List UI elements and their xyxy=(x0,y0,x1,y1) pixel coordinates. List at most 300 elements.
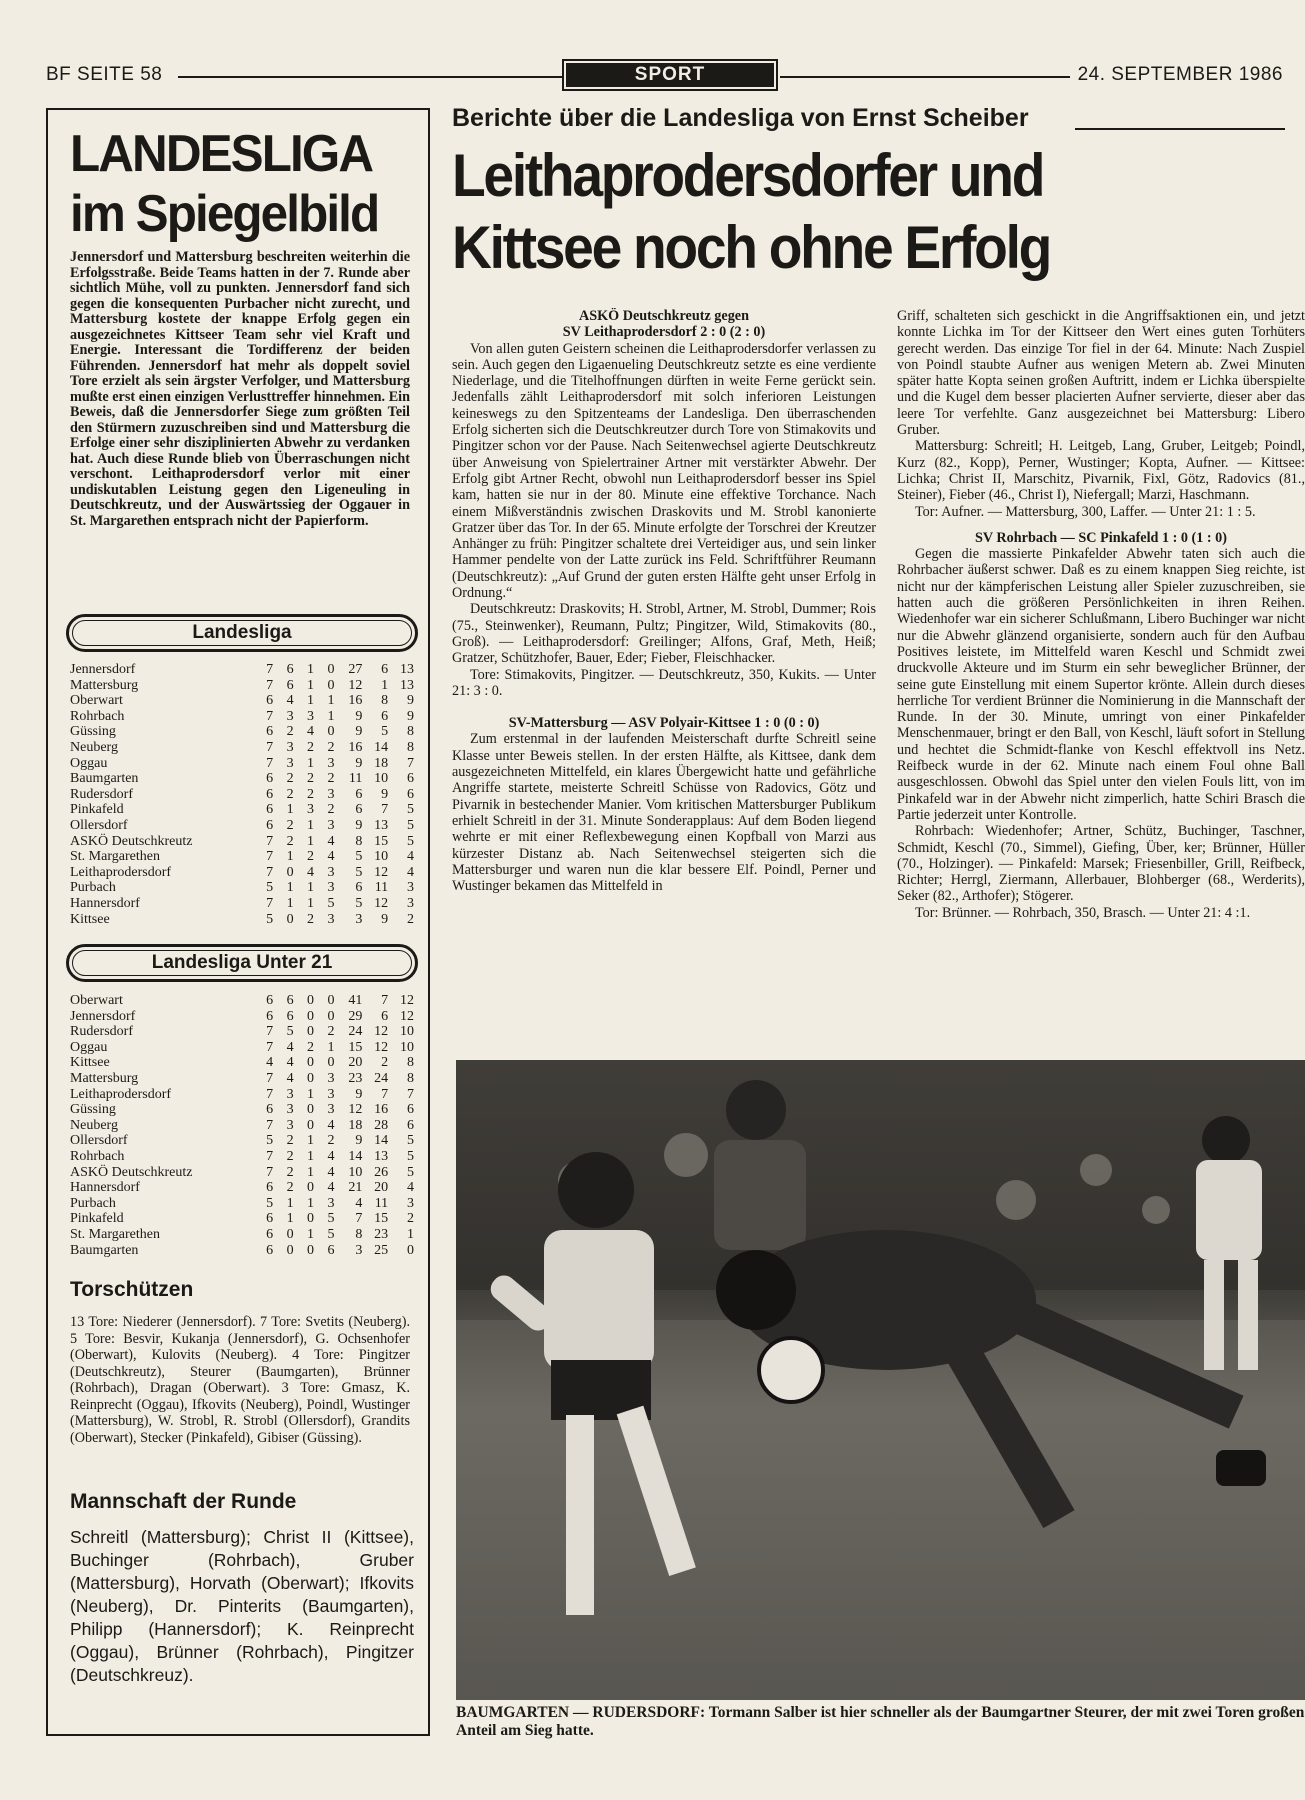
stat-ga: 10 xyxy=(374,849,389,865)
stat-pts: 7 xyxy=(407,755,414,771)
table-row xyxy=(70,693,414,709)
stat-p: 7 xyxy=(266,677,274,693)
stat-d: 1 xyxy=(307,693,315,709)
stat-p: 6 xyxy=(266,786,274,802)
stat-gf: 8 xyxy=(355,1226,363,1242)
table-row xyxy=(70,1055,414,1071)
match1-heading-a: ASKÖ Deutschkreutz gegen xyxy=(579,308,749,324)
team-name: Güssing xyxy=(70,1102,116,1118)
stat-d: 0 xyxy=(307,1211,315,1227)
table-row xyxy=(70,912,414,928)
stat-l: 0 xyxy=(327,724,335,740)
stat-d: 1 xyxy=(307,1133,315,1149)
stat-ga: 12 xyxy=(374,1039,389,1055)
stat-d: 2 xyxy=(307,911,315,927)
match3-heading: SV Rohrbach — SC Pinkafeld 1 : 0 (1 : 0) xyxy=(975,529,1227,546)
stat-d: 4 xyxy=(307,864,315,880)
table-row xyxy=(70,849,414,865)
stat-d: 0 xyxy=(307,993,315,1008)
stat-gf: 5 xyxy=(355,864,363,880)
stat-ga: 11 xyxy=(374,880,389,896)
stat-gf: 3 xyxy=(355,911,363,927)
stat-ga: 24 xyxy=(374,1070,389,1086)
spacer xyxy=(452,699,876,715)
stat-w: 4 xyxy=(286,1055,294,1071)
table-row xyxy=(70,1071,414,1087)
table-row xyxy=(70,678,414,694)
issue-date: 24. SEPTEMBER 1986 xyxy=(1077,64,1283,85)
stat-d: 1 xyxy=(307,1086,315,1102)
stat-gf: 3 xyxy=(355,1242,363,1258)
team-name: Purbach xyxy=(70,880,116,896)
stat-l: 2 xyxy=(327,739,335,755)
stat-l: 4 xyxy=(327,1117,335,1133)
stat-w: 2 xyxy=(286,1133,294,1149)
stat-pts: 8 xyxy=(407,724,414,740)
stat-gf: 21 xyxy=(348,1180,363,1196)
table-row xyxy=(70,1149,414,1165)
table-row xyxy=(70,865,414,881)
stat-pts: 12 xyxy=(400,993,414,1008)
stat-pts: 13 xyxy=(400,677,414,693)
table-row xyxy=(70,896,414,912)
team-name: Oggau xyxy=(70,755,108,771)
article-column-1 xyxy=(452,308,876,1028)
stat-ga: 2 xyxy=(381,1055,389,1071)
stat-l: 5 xyxy=(327,1226,335,1242)
stat-gf: 12 xyxy=(348,1102,363,1118)
stat-gf: 24 xyxy=(348,1024,363,1040)
stat-w: 6 xyxy=(286,677,294,693)
stat-p: 6 xyxy=(266,771,274,787)
stat-w: 4 xyxy=(286,693,294,709)
stat-l: 2 xyxy=(327,771,335,787)
team-name: Güssing xyxy=(70,724,116,740)
team-name: Rohrbach xyxy=(70,1148,125,1164)
stat-gf: 16 xyxy=(348,693,363,709)
stat-w: 2 xyxy=(286,833,294,849)
scorers-heading: Torschützen xyxy=(70,1278,194,1301)
stat-gf: 9 xyxy=(355,817,363,833)
match2-report: Zum erstenmal in der laufenden Meisterschaft durfte Schreitl seine Klasse unter Beweis stellen. In der ersten Hälfte, als Kittsee, dank dem ausgezeichneten Mittelfeld, ein klares Übergewicht hatte und gefährliche Angriffe startete, meisterte Schreitl Schüsse von Radovics, Götz und Pivarnik in bestechender Manier. Vom kritischen Mattersburger Publikum erhielt Schreitl in der 31. Minute Sonderapplaus: Auf dem Boden liegend wehrte er mit einer Reflexbewegung einen Kopfball von Marzi aus kürzester Distanz ab. Nach Seitenwechsel steigerten sich die Mattersburger und waren nun die klar bessere Elf. Poindl, Perner und Wustinger bekamen das Mittelfeld in xyxy=(452,731,876,895)
stat-p: 5 xyxy=(266,880,274,896)
stat-d: 4 xyxy=(307,724,315,740)
stat-d: 1 xyxy=(307,677,315,693)
stat-gf: 16 xyxy=(348,739,363,755)
stat-pts: 2 xyxy=(407,911,414,927)
stat-ga: 6 xyxy=(381,708,389,724)
stat-p: 6 xyxy=(266,1226,274,1242)
stat-gf: 5 xyxy=(355,849,363,865)
stat-w: 3 xyxy=(286,708,294,724)
stat-gf: 4 xyxy=(355,1195,363,1211)
stat-w: 1 xyxy=(286,802,294,818)
table-row xyxy=(70,709,414,725)
stat-w: 0 xyxy=(286,1242,294,1258)
stat-w: 3 xyxy=(286,1086,294,1102)
stat-gf: 12 xyxy=(348,677,363,693)
stat-l: 4 xyxy=(327,1164,335,1180)
stat-w: 1 xyxy=(286,880,294,896)
stat-ga: 1 xyxy=(381,677,389,693)
stat-p: 7 xyxy=(266,833,274,849)
table1-header xyxy=(66,614,418,652)
stat-pts: 8 xyxy=(407,1070,414,1086)
article-kicker: Berichte über die Landesliga von Ernst Scheiber xyxy=(452,104,1029,132)
stat-pts: 1 xyxy=(407,1226,414,1242)
stat-l: 3 xyxy=(327,1086,335,1102)
stat-w: 4 xyxy=(286,1039,294,1055)
table-row xyxy=(70,1165,414,1181)
stat-pts: 10 xyxy=(400,1039,414,1055)
header-rule-left xyxy=(178,76,562,78)
stat-d: 0 xyxy=(307,1242,315,1258)
stat-l: 0 xyxy=(327,662,335,677)
stat-d: 0 xyxy=(307,1102,315,1118)
table1 xyxy=(70,662,414,927)
table2-title: Landesliga Unter 21 xyxy=(72,950,412,976)
stat-ga: 15 xyxy=(374,833,389,849)
photo-illustration xyxy=(456,1060,1305,1700)
stat-d: 1 xyxy=(307,1195,315,1211)
stat-d: 1 xyxy=(307,1226,315,1242)
stat-ga: 13 xyxy=(374,817,389,833)
stat-d: 1 xyxy=(307,895,315,911)
stat-gf: 23 xyxy=(348,1070,363,1086)
section-label: SPORT xyxy=(566,63,774,87)
team-name: ASKÖ Deutschkreutz xyxy=(70,833,193,849)
stat-p: 5 xyxy=(266,1133,274,1149)
stat-w: 3 xyxy=(286,1102,294,1118)
stat-gf: 18 xyxy=(348,1117,363,1133)
stat-l: 3 xyxy=(327,864,335,880)
stat-w: 0 xyxy=(286,911,294,927)
stat-p: 6 xyxy=(266,724,274,740)
table-row xyxy=(70,1133,414,1149)
stat-l: 5 xyxy=(327,1211,335,1227)
stat-ga: 18 xyxy=(374,755,389,771)
stat-l: 3 xyxy=(327,880,335,896)
stat-gf: 29 xyxy=(348,1008,363,1024)
match1-heading-b: SV Leithaprodersdorf 2 : 0 (2 : 0) xyxy=(562,324,766,341)
table-row xyxy=(70,1009,414,1025)
stat-ga: 14 xyxy=(374,1133,389,1149)
stat-gf: 27 xyxy=(348,662,363,677)
stat-gf: 9 xyxy=(355,724,363,740)
sidebar-title-line2: im Spiegelbild xyxy=(70,185,379,243)
stat-pts: 3 xyxy=(407,880,414,896)
table-row xyxy=(70,1087,414,1103)
stat-pts: 9 xyxy=(407,708,414,724)
stat-pts: 8 xyxy=(407,1055,414,1071)
team-name: Neuberg xyxy=(70,1117,118,1133)
stat-ga: 14 xyxy=(374,739,389,755)
table-row xyxy=(70,1196,414,1212)
match3-report: Gegen die massierte Pinkafelder Abwehr taten sich auch die Rohrbacher äußerst schwer. Daß es zu einem knappen Sieg reichte, ist nicht nur der kämpferischen Leistung aller Spieler zuzuschreiben, sie hatten auch die größeren Persönlichkeiten in ihren Reihen. Wiedenhofer war ein sicherer Schlußmann, Libero Buchinger war nicht nur die Abwehr glänzend organisierte, sondern auch für den Aufbau Positives leistete, im Mittelfeld waren Keschl und Schmidt zwei druckvolle Akteure und im Sturm ein sehr beweglicher Brünner, der seine gute Einstellung mit einem Supertor krönte. Allein durch dieses herrliche Tor verdient Brünner die Nominierung in die Mannschaft der Runde. In der 30. Minute, umringt von einer Pinkafelder Menschenmauer, bringt er den Ball, von Keschl, läuft sofort in Stellung und hechtet die Schmidt-flanke von Keschl effektvoll ins Netz. Reifbeck wurde in der 62. Minute nach einem Foul ohne Ball ausgeschlossen. Obwohl das Spiel unter den vielen Fouls litt, von im Pinkafeld war in der Abwehr nicht zimperlich, hatte Schiri Brasch die Partie jederzeit unter Kontrolle. xyxy=(897,546,1305,823)
stat-gf: 10 xyxy=(348,1164,363,1180)
stat-gf: 8 xyxy=(355,833,363,849)
stat-pts: 8 xyxy=(407,739,414,755)
stat-pts: 6 xyxy=(407,771,414,787)
stat-d: 1 xyxy=(307,662,315,677)
table-row xyxy=(70,1024,414,1040)
stat-gf: 20 xyxy=(348,1055,363,1071)
stat-p: 7 xyxy=(266,1039,274,1055)
stat-w: 1 xyxy=(286,849,294,865)
stat-l: 0 xyxy=(327,677,335,693)
stat-l: 1 xyxy=(327,693,335,709)
stat-d: 2 xyxy=(307,771,315,787)
stat-ga: 11 xyxy=(374,1195,389,1211)
photo-caption: BAUMGARTEN — RUDERSDORF: Tormann Salber ist hier schneller als der Baumgartner Steurer, der mit zwei Toren großen Anteil am Sieg hatte. xyxy=(456,1704,1305,1739)
table-row xyxy=(70,1211,414,1227)
team-name: ASKÖ Deutschkreutz xyxy=(70,1164,193,1180)
team-name: Ollersdorf xyxy=(70,817,128,833)
stat-p: 7 xyxy=(266,1086,274,1102)
stat-d: 2 xyxy=(307,1039,315,1055)
stat-w: 0 xyxy=(286,864,294,880)
stat-p: 6 xyxy=(266,802,274,818)
stat-ga: 9 xyxy=(381,911,389,927)
table-row xyxy=(70,1243,414,1259)
stat-gf: 6 xyxy=(355,880,363,896)
stat-w: 3 xyxy=(286,739,294,755)
stat-p: 7 xyxy=(266,1070,274,1086)
stat-pts: 12 xyxy=(400,1008,414,1024)
stat-l: 4 xyxy=(327,1180,335,1196)
stat-w: 4 xyxy=(286,1070,294,1086)
stat-ga: 7 xyxy=(381,802,389,818)
stat-w: 1 xyxy=(286,895,294,911)
match1-lineups: Deutschkreutz: Draskovits; H. Strobl, Artner, M. Strobl, Dummer; Rois (75., Steinwenker), Reumann, Pultz; Pingitzer, Wild, Stimakovits (80., Groß). — Leithaprodersdorf: Greilinger; Alfons, Graf, Meth, Heiß; Gratzer, Schützhofer, Bauer, Eder; Fieber, Fleischhacker. xyxy=(452,601,876,667)
match3-goals: Tor: Brünner. — Rohrbach, 350, Brasch. — Unter 21: 4 :1. xyxy=(915,904,1251,921)
stat-ga: 8 xyxy=(381,693,389,709)
team-name: Oberwart xyxy=(70,693,123,709)
section-badge xyxy=(562,59,778,91)
stat-pts: 5 xyxy=(407,1133,414,1149)
stat-p: 6 xyxy=(266,1211,274,1227)
stat-ga: 9 xyxy=(381,786,389,802)
stat-d: 1 xyxy=(307,817,315,833)
stat-pts: 3 xyxy=(407,895,414,911)
stat-p: 6 xyxy=(266,1008,274,1024)
stat-w: 2 xyxy=(286,724,294,740)
stat-ga: 16 xyxy=(374,1102,389,1118)
stat-ga: 7 xyxy=(381,1086,389,1102)
stat-pts: 9 xyxy=(407,693,414,709)
stat-d: 0 xyxy=(307,1070,315,1086)
table-row xyxy=(70,771,414,787)
stat-d: 0 xyxy=(307,1008,315,1024)
stat-l: 3 xyxy=(327,1195,335,1211)
table2 xyxy=(70,993,414,1258)
table-row xyxy=(70,740,414,756)
headline-line1: Leithaprodersdorfer und xyxy=(452,142,1044,209)
stat-d: 3 xyxy=(307,802,315,818)
team-name: Pinkafeld xyxy=(70,802,124,818)
stat-p: 7 xyxy=(266,849,274,865)
table-row xyxy=(70,662,414,678)
stat-p: 5 xyxy=(266,911,274,927)
stat-d: 2 xyxy=(307,849,315,865)
stat-w: 5 xyxy=(286,1024,294,1040)
stat-l: 3 xyxy=(327,786,335,802)
article-column-2 xyxy=(897,308,1305,1028)
team-name: Oggau xyxy=(70,1039,108,1055)
stat-d: 0 xyxy=(307,1024,315,1040)
stat-l: 4 xyxy=(327,833,335,849)
table-row xyxy=(70,834,414,850)
stat-w: 2 xyxy=(286,1148,294,1164)
sidebar-title-line1: LANDESLIGA xyxy=(70,125,373,183)
stat-pts: 13 xyxy=(400,662,414,677)
stat-p: 7 xyxy=(266,1117,274,1133)
stat-pts: 3 xyxy=(407,1195,414,1211)
table1-body xyxy=(70,662,414,927)
stat-pts: 5 xyxy=(407,802,414,818)
stat-ga: 6 xyxy=(381,1008,389,1024)
stat-w: 1 xyxy=(286,1211,294,1227)
stat-ga: 6 xyxy=(381,662,389,677)
stat-ga: 5 xyxy=(381,724,389,740)
stat-ga: 12 xyxy=(374,864,389,880)
stat-l: 0 xyxy=(327,1055,335,1071)
stat-pts: 2 xyxy=(407,1211,414,1227)
stat-p: 6 xyxy=(266,993,274,1008)
table-row xyxy=(70,818,414,834)
stat-d: 0 xyxy=(307,1055,315,1071)
stat-gf: 9 xyxy=(355,1086,363,1102)
team-name: Hannersdorf xyxy=(70,1180,140,1196)
stat-w: 0 xyxy=(286,1226,294,1242)
stat-d: 2 xyxy=(307,786,315,802)
stat-w: 3 xyxy=(286,755,294,771)
stat-p: 7 xyxy=(266,662,274,677)
stat-p: 7 xyxy=(266,708,274,724)
table2-header xyxy=(66,944,418,982)
stat-pts: 5 xyxy=(407,833,414,849)
table2-body xyxy=(70,993,414,1258)
stat-gf: 9 xyxy=(355,708,363,724)
team-name: St. Margarethen xyxy=(70,1226,160,1242)
team-name: Rohrbach xyxy=(70,708,125,724)
stat-p: 7 xyxy=(266,739,274,755)
stat-ga: 7 xyxy=(381,993,389,1008)
table1-title: Landesliga xyxy=(72,620,412,646)
stat-w: 6 xyxy=(286,662,294,677)
stat-ga: 23 xyxy=(374,1226,389,1242)
stat-ga: 12 xyxy=(374,1024,389,1040)
stat-ga: 10 xyxy=(374,771,389,787)
stat-gf: 9 xyxy=(355,755,363,771)
match2-heading: SV-Mattersburg — ASV Polyair-Kittsee 1 : 0 (0 : 0) xyxy=(508,715,820,732)
stat-d: 2 xyxy=(307,739,315,755)
stat-pts: 6 xyxy=(407,786,414,802)
stat-gf: 6 xyxy=(355,802,363,818)
stat-gf: 5 xyxy=(355,895,363,911)
stat-d: 1 xyxy=(307,1148,315,1164)
stat-gf: 14 xyxy=(348,1148,363,1164)
stat-p: 7 xyxy=(266,755,274,771)
table-row xyxy=(70,724,414,740)
stat-ga: 12 xyxy=(374,895,389,911)
table-row xyxy=(70,1118,414,1134)
match2-report-continued: Griff, schalteten sich geschickt in die Angriffsaktionen ein, und jetzt konnte Lichka im Tor der Kittseer den Wert eines guten Torhüters gerecht werden. Das einzige Tor fiel in der 64. Minute: Nach Zuspiel von Poindl staubte Aufner aus wenigen Metern ab. Zwei Minuten später hatte Kopta seinen großen Auftritt, indem er Lichka überspielte und die Kugel dem besser placierten Aufner servierte, dieser aber das leere Tor verfehlte. Ganz ausgezeichnet bei Mattersburg: Libero Gruber. xyxy=(897,308,1305,439)
stat-l: 1 xyxy=(327,708,335,724)
stat-l: 4 xyxy=(327,849,335,865)
stat-l: 6 xyxy=(327,1242,335,1258)
team-name: Pinkafeld xyxy=(70,1211,124,1227)
stat-p: 7 xyxy=(266,1148,274,1164)
table-row xyxy=(70,756,414,772)
stat-p: 6 xyxy=(266,1180,274,1196)
team-name: Oberwart xyxy=(70,993,123,1008)
page-number: BF SEITE 58 xyxy=(46,64,163,85)
stat-ga: 13 xyxy=(374,1148,389,1164)
team-name: Jennersdorf xyxy=(70,662,136,677)
scorers-text: 13 Tore: Niederer (Jennersdorf). 7 Tore: Svetits (Neuberg). 5 Tore: Besvir, Kukanja (Jennersdorf), G. Ochsenhofer (Oberwart), Kulovits (Neuberg). 4 Tore: Pingitzer (Deutschkreutz), Steurer (Baumgarten), Brünner (Rohrbach), Dragan (Oberwart). 3 Tore: Gmasz, K. Reinprecht (Oggau), Ifkovits (Neuberg), Poindl, Wustinger (Mattersburg), W. Strobl, R. Strobl (Ollersdorf), Grandits (Oberwart), Stecker (Pinkafeld), Gibiser (Güssing). xyxy=(70,1314,410,1446)
stat-p: 6 xyxy=(266,693,274,709)
stat-ga: 20 xyxy=(374,1180,389,1196)
table-row xyxy=(70,802,414,818)
team-name: Purbach xyxy=(70,1195,116,1211)
table-row xyxy=(70,1102,414,1118)
stat-gf: 9 xyxy=(355,1133,363,1149)
stat-p: 6 xyxy=(266,817,274,833)
table-row xyxy=(70,1180,414,1196)
stat-pts: 4 xyxy=(407,849,414,865)
stat-pts: 6 xyxy=(407,1117,414,1133)
match1-report: Von allen guten Geistern scheinen die Leithaprodersdorfer verlassen zu sein. Auch gegen den Ligaenueling Deutschkreutz setzte es eine verdiente Niederlage, und die Titelhoffnungen dürften in weite Ferne gerückt sein. Jedenfalls zählt Leithaprodersdorf mit solch inferioren Leistungen keineswegs zu den Spitzenteams der Landesliga. Den überraschenden Erfolg sicherten sich die Deutschkreutzer durch Tore von Stimakovits und Pingitzer schon vor der Pause. Nach Seitenwechsel agierte Deutschkreutz über Anweisung von Spielertrainer Artner mit verstärkter Abwehr. Der Erfolg gibt Artner Recht, obwohl nun Leithaprodersdorf besser ins Spiel kam, hatten sie nur in der 80. Minute eine effektive Torchance. Nach einem Mißverständnis zwischen Draskovits und M. Strobl kanonierte Gratzer über das Tor. In der 65. Minute erfolgte der Torschrei der Kreutzer Anhänger zu früh: Pingitzer schaltete drei Verteidiger aus, und sein linker Hammer pendelte von der Latte zurück ins Feld. Schriftführer Reumann (Deutschkreutz): „Auf Grund der guten ersten Hälfte geht unser Erfolg in Ordnung.“ xyxy=(452,340,876,602)
team-name: Hannersdorf xyxy=(70,895,140,911)
stat-l: 5 xyxy=(327,895,335,911)
stat-pts: 6 xyxy=(407,1102,414,1118)
stat-gf: 11 xyxy=(348,771,363,787)
team-name: Mattersburg xyxy=(70,677,139,693)
stat-pts: 4 xyxy=(407,864,414,880)
team-name: Jennersdorf xyxy=(70,1008,136,1024)
stat-w: 2 xyxy=(286,817,294,833)
stat-pts: 10 xyxy=(400,1024,414,1040)
stat-p: 6 xyxy=(266,1242,274,1258)
team-name: St. Margarethen xyxy=(70,849,160,865)
article-headline xyxy=(452,140,1225,284)
stat-w: 2 xyxy=(286,1180,294,1196)
stat-ga: 28 xyxy=(374,1117,389,1133)
stat-d: 0 xyxy=(307,1180,315,1196)
team-name: Neuberg xyxy=(70,739,118,755)
match2-goals: Tor: Aufner. — Mattersburg, 300, Laffer. — Unter 21: 1 : 5. xyxy=(915,503,1256,520)
stat-ga: 25 xyxy=(374,1242,389,1258)
stat-l: 1 xyxy=(327,1039,335,1055)
match1-goals: Tore: Stimakovits, Pingitzer. — Deutschkreutz, 350, Kukits. — Unter 21: 3 : 0. xyxy=(452,666,876,699)
match2-lineups: Mattersburg: Schreitl; H. Leitgeb, Lang, Gruber, Leitgeb; Poindl, Kurz (82., Kopp), Perner, Wustinger; Kopta, Aufner. — Kittsee: Lichka; Christ II, Marschitz, Pivarnik, Fixl, Götz, Radovics (81., Steiner), Fieber (46., Christ I), Niefergall; Marzi, Haschmann. xyxy=(897,438,1305,504)
stat-p: 7 xyxy=(266,864,274,880)
header-rule-right xyxy=(780,76,1070,78)
sidebar-intro: Jennersdorf und Mattersburg beschreiten weiterhin die Erfolgsstraße. Beide Teams hatten in der 7. Runde aber sichtlich Mühe, voll zu punkten. Jennersdorf fand sich gegen die konsequenten Purbacher nicht zurecht, und Mattersburg kostete der knappe Erfolg gegen ein ausgezeichnetes Kittseer Team sehr viel Kraft und Energie. Interessant die Tordifferenz der beiden Führenden. Jennersdorf hat mehr als doppelt soviel Tore erzielt als sein ärgster Verfolger, und Mattersburg mußte erst einen einzigen Verlusttreffer hinnehmen. Ein Beweis, daß die Jennersdorfer Siege zum größten Teil den Stürmern zuzuschreiben sind und Mattersburg die Erfolge einer sehr disziplinierten Abwehr zu verdanken hat. Auch diese Runde blieb von Überraschungen nicht verschont. Leithaprodersdorf verlor mit einer undiskutablen Leistung gegen den Ligeneuling in Deutschkreutz, und der Auswärtssieg der Oggauer in St. Margarethen entsprach nicht der Papierform. xyxy=(70,249,410,529)
stat-pts: 7 xyxy=(407,1086,414,1102)
stat-p: 7 xyxy=(266,1024,274,1040)
team-name: Ollersdorf xyxy=(70,1133,128,1149)
table-row xyxy=(70,787,414,803)
stat-l: 3 xyxy=(327,817,335,833)
stat-pts: 5 xyxy=(407,1164,414,1180)
headline-line2: Kittsee noch ohne Erfolg xyxy=(452,214,1051,281)
table-row xyxy=(70,993,414,1009)
stat-l: 3 xyxy=(327,911,335,927)
table-row xyxy=(70,1227,414,1243)
stat-d: 0 xyxy=(307,1117,315,1133)
